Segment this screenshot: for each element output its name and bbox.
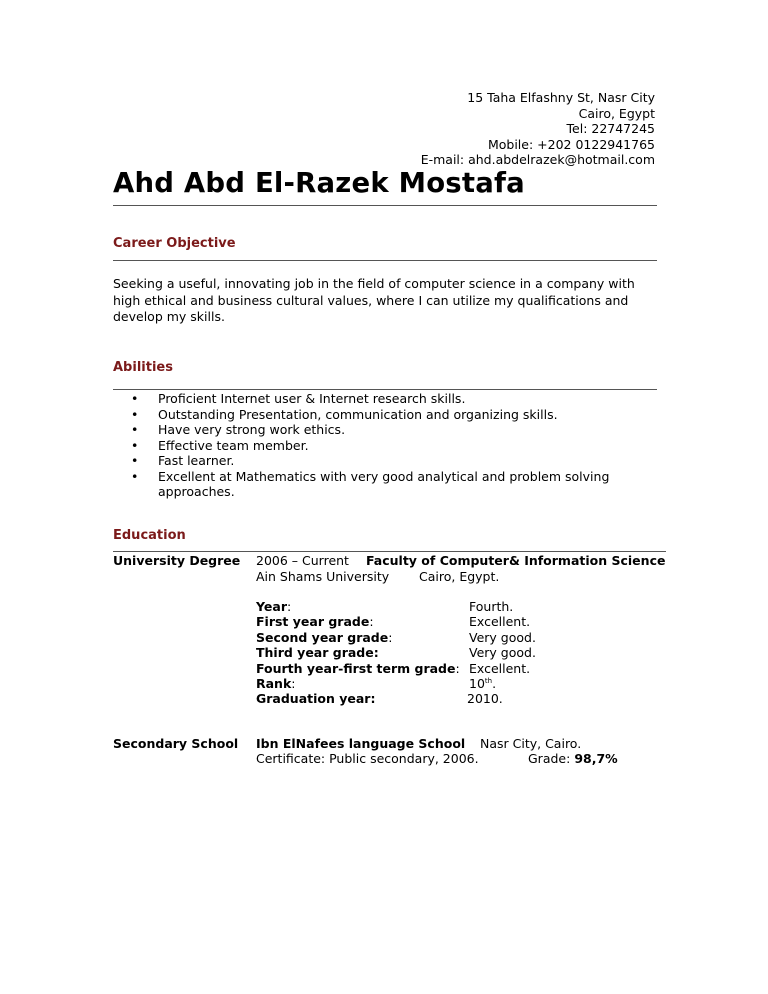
grade-value bbox=[469, 599, 513, 615]
telephone: Tel: 22747245 bbox=[566, 121, 655, 136]
candidate-name: Ahd Abd El-Razek Mostafa bbox=[113, 167, 525, 199]
grade-value-text: 2010. bbox=[467, 691, 503, 706]
career-objective-heading: Career Objective bbox=[113, 236, 236, 251]
grade-value-text: 10 bbox=[469, 676, 485, 691]
grade-label-colon: : bbox=[388, 630, 393, 645]
career-rule bbox=[113, 260, 657, 261]
grade-value bbox=[469, 614, 530, 630]
ability-text: Fast learner. bbox=[158, 453, 235, 468]
grade-label-colon: : bbox=[455, 661, 460, 676]
abilities-rule bbox=[113, 389, 657, 390]
grade-value-text: Excellent. bbox=[469, 661, 531, 676]
bullet-icon: • bbox=[131, 391, 139, 406]
education-heading: Education bbox=[113, 528, 186, 543]
grade-value bbox=[469, 630, 536, 646]
address-line-1: 15 Taha Elfashny St, Nasr City bbox=[467, 90, 655, 105]
grade-label bbox=[256, 630, 392, 646]
grade-value-superscript: th bbox=[484, 677, 493, 685]
bullet-icon: • bbox=[131, 422, 139, 437]
address-line-2: Cairo, Egypt bbox=[578, 105, 655, 121]
grade-label bbox=[256, 599, 291, 615]
ability-item bbox=[113, 453, 658, 469]
name-rule bbox=[113, 205, 657, 206]
university-degree-label: University Degree bbox=[113, 553, 241, 568]
grade-value bbox=[469, 661, 530, 677]
grade-value bbox=[469, 645, 536, 661]
ability-text: Outstanding Presentation, communication and organizing skills. bbox=[158, 406, 558, 422]
grade-value bbox=[469, 676, 496, 692]
bullet-icon: • bbox=[131, 437, 139, 453]
grade-value-text: Excellent. bbox=[469, 614, 531, 629]
grade-label-text: Fourth year-first term grade bbox=[256, 661, 456, 676]
ability-text: Have very strong work ethics. bbox=[158, 422, 346, 437]
university-institution: Ain Shams University bbox=[256, 569, 390, 584]
abilities-list bbox=[113, 391, 658, 500]
grade-label bbox=[256, 661, 460, 677]
ability-text: Proficient Internet user & Internet research skills. bbox=[158, 391, 466, 406]
grade-label bbox=[256, 676, 296, 692]
ability-item bbox=[113, 438, 658, 454]
secondary-certificate: Certificate: Public secondary, 2006. bbox=[256, 751, 479, 766]
grade-label-colon: : bbox=[291, 676, 296, 691]
ability-text: Effective team member. bbox=[158, 437, 309, 453]
contact-block bbox=[421, 90, 655, 168]
bullet-icon: • bbox=[131, 453, 139, 468]
grade-label-colon: : bbox=[369, 614, 374, 629]
email: E-mail: ahd.abdelrazek@hotmail.com bbox=[420, 152, 655, 167]
ability-item bbox=[113, 422, 658, 438]
education-rule bbox=[113, 551, 666, 552]
secondary-grade-value: 98,7% bbox=[574, 751, 618, 766]
bullet-icon: • bbox=[131, 406, 139, 422]
grade-label-text: First year grade bbox=[256, 614, 370, 629]
secondary-grade-label: Grade: bbox=[528, 751, 571, 766]
grade-label bbox=[256, 691, 375, 707]
bullet-icon: • bbox=[131, 468, 139, 484]
grade-label-text: Second year grade bbox=[256, 630, 389, 645]
grade-value-text: Very good. bbox=[469, 645, 536, 660]
university-period: 2006 – Current bbox=[256, 553, 349, 568]
grade-value-text: Fourth. bbox=[469, 599, 514, 614]
university-location: Cairo, Egypt. bbox=[419, 569, 500, 584]
secondary-school-location: Nasr City, Cairo. bbox=[480, 736, 582, 751]
grade-value-text: Very good. bbox=[469, 630, 536, 645]
abilities-heading: Abilities bbox=[113, 360, 173, 375]
secondary-school-name: Ibn ElNafees language School bbox=[256, 736, 466, 751]
grade-label-text: Graduation year: bbox=[256, 691, 376, 706]
grade-label bbox=[256, 645, 379, 661]
grade-label bbox=[256, 614, 374, 630]
grade-label-colon: : bbox=[286, 599, 292, 614]
secondary-grade bbox=[528, 751, 618, 767]
mobile: Mobile: +202 0122941765 bbox=[487, 136, 655, 152]
university-faculty: Faculty of Computer& Information Science bbox=[366, 553, 666, 568]
grade-label-text: Third year grade: bbox=[256, 645, 379, 660]
ability-item bbox=[113, 391, 658, 407]
ability-item bbox=[113, 469, 658, 500]
grade-value bbox=[467, 691, 503, 707]
ability-item bbox=[113, 407, 658, 423]
grade-value-suffix: . bbox=[492, 676, 497, 691]
career-objective-text: Seeking a useful, innovating job in the field of computer science in a company with high ethical and business cultural values, where I can utilize my qualifications and develop my skills. bbox=[113, 276, 635, 324]
secondary-school-label: Secondary School bbox=[113, 736, 239, 751]
grade-label-text: Year bbox=[256, 599, 287, 614]
grade-label-text: Rank bbox=[256, 676, 292, 691]
ability-text: Excellent at Mathematics with very good analytical and problem solving approaches. bbox=[158, 468, 610, 499]
